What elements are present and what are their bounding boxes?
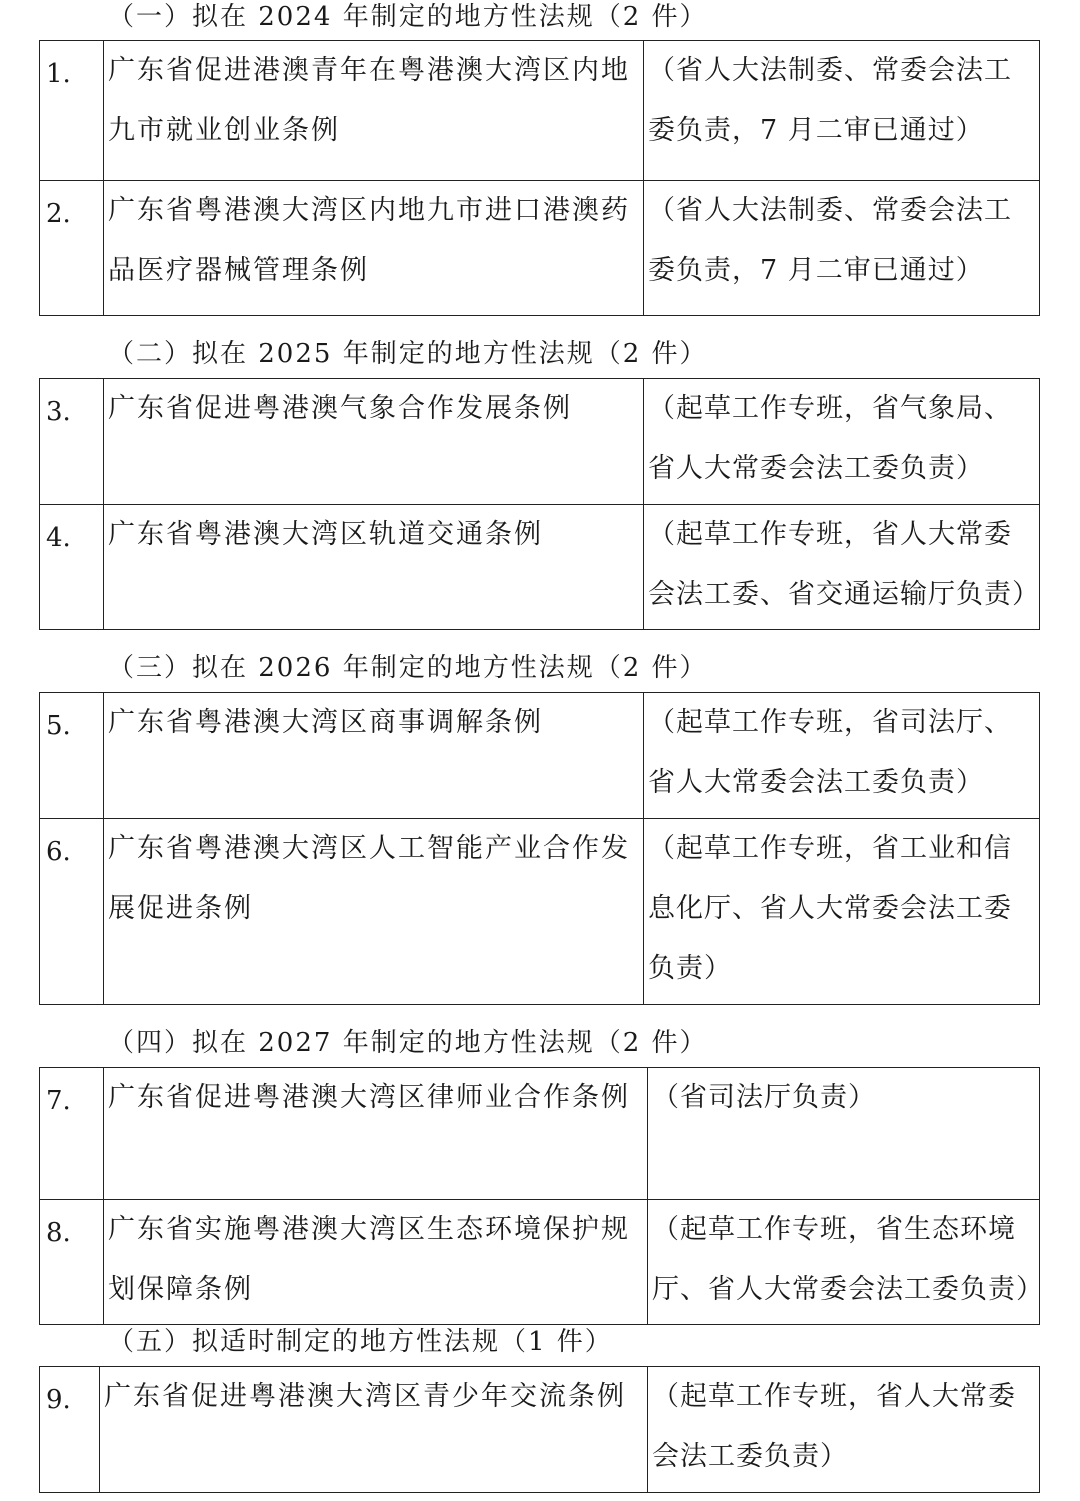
regulation-title: 广东省促进粤港澳大湾区青少年交流条例	[100, 1367, 648, 1493]
section-table-1	[39, 40, 1040, 316]
regulation-title: 广东省粤港澳大湾区轨道交通条例	[104, 505, 644, 630]
section-table-3	[39, 692, 1040, 1005]
table-row	[40, 1068, 1040, 1200]
regulation-title: 广东省促进粤港澳大湾区律师业合作条例	[104, 1068, 648, 1200]
table-row	[40, 505, 1040, 630]
section-heading-2: （二）拟在 2025 年制定的地方性法规（2 件）	[108, 339, 708, 369]
responsible-party: （起草工作专班，省人大常委会法工委、省交通运输厅负责）	[644, 505, 1040, 630]
table-row	[40, 41, 1040, 181]
section-table-4	[39, 1067, 1044, 1325]
row-number: 5.	[40, 693, 104, 819]
regulation-title: 广东省实施粤港澳大湾区生态环境保护规划保障条例	[104, 1200, 648, 1325]
responsible-party: （起草工作专班，省司法厅、省人大常委会法工委负责）	[644, 693, 1040, 819]
table-row	[40, 181, 1040, 316]
section-table-2	[39, 378, 1040, 630]
row-number: 2.	[40, 181, 104, 316]
regulation-title: 广东省粤港澳大湾区内地九市进口港澳药品医疗器械管理条例	[104, 181, 644, 316]
responsible-party: （起草工作专班，省工业和信息化厅、省人大常委会法工委负责）	[644, 819, 1040, 1005]
row-number: 1.	[40, 41, 104, 181]
responsible-party: （起草工作专班，省人大常委会法工委负责）	[648, 1367, 1040, 1493]
responsible-party: （起草工作专班，省生态环境厅、省人大常委会法工委负责）	[648, 1200, 1040, 1325]
section-heading-5: （五）拟适时制定的地方性法规（1 件）	[108, 1327, 613, 1357]
row-number: 4.	[40, 505, 104, 630]
section-heading-4: （四）拟在 2027 年制定的地方性法规（2 件）	[108, 1028, 708, 1058]
regulation-title: 广东省粤港澳大湾区人工智能产业合作发展促进条例	[104, 819, 644, 1005]
section-table-5	[39, 1366, 1040, 1493]
responsible-party: （起草工作专班，省气象局、省人大常委会法工委负责）	[644, 379, 1040, 505]
row-number: 7.	[40, 1068, 104, 1200]
table-row	[40, 693, 1040, 819]
row-number: 9.	[40, 1367, 100, 1493]
table-row	[40, 1367, 1040, 1493]
row-number: 8.	[40, 1200, 104, 1325]
row-number: 3.	[40, 379, 104, 505]
table-row	[40, 1200, 1040, 1325]
regulation-title: 广东省促进港澳青年在粤港澳大湾区内地九市就业创业条例	[104, 41, 644, 181]
regulation-title: 广东省粤港澳大湾区商事调解条例	[104, 693, 644, 819]
responsible-party: （省人大法制委、常委会法工委负责，7 月二审已通过）	[644, 181, 1040, 316]
section-heading-3: （三）拟在 2026 年制定的地方性法规（2 件）	[108, 653, 708, 683]
row-number: 6.	[40, 819, 104, 1005]
table-row	[40, 379, 1040, 505]
responsible-party: （省司法厅负责）	[648, 1068, 1040, 1200]
table-row	[40, 819, 1040, 1005]
responsible-party: （省人大法制委、常委会法工委负责，7 月二审已通过）	[644, 41, 1040, 181]
regulation-title: 广东省促进粤港澳气象合作发展条例	[104, 379, 644, 505]
section-heading-1: （一）拟在 2024 年制定的地方性法规（2 件）	[108, 2, 708, 32]
